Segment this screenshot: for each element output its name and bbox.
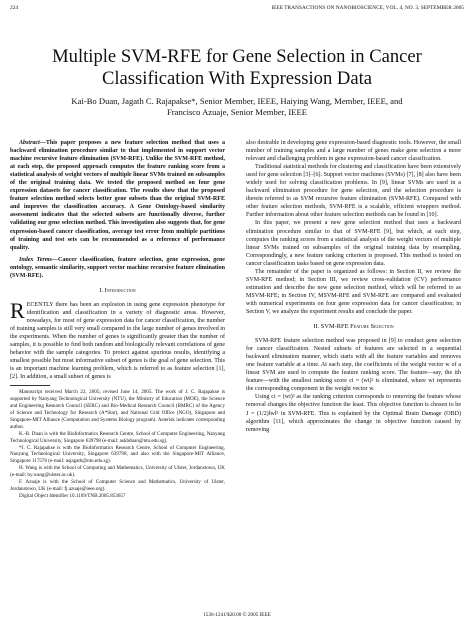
paragraph-3: In this paper, we present a new gene selection method that uses a backward elimination procedure similar to that of SVM-RFE [9], but which, at each step, computes the ranking scores from a statistical analysis of the weight vectors of multiple linear SVMs trained on subsamples of the original training data by resampling. Correspondingly, a new feature ranking criterion is proposed. This method is tested on cancer classification tasks based on gene expression data.	[246, 220, 461, 267]
section-heading-introduction: I. Introduction	[99, 286, 136, 294]
footnote-duan: K.-B. Duan is with the BioInformatics Research Centre, School of Computer Engineering, Nanyang Technological University, Singapore 639798 (e-mail: askbduan@ntu.edu.sg).	[10, 430, 225, 444]
footnote-doi: Digital Object Identifier 10.1109/TNB.2005.853657	[19, 492, 126, 499]
footnote-rule	[10, 385, 50, 386]
section-heading-svm-rfe: II. SVM-RFE Feature Selection	[313, 323, 394, 331]
right-column	[246, 139, 461, 434]
footnote-wang: H. Wang is with the School of Computing and Mathematics, University of Ulster, Jordanstown, UK (e-mail: hy.wang@ulster.ac.uk).	[10, 465, 225, 479]
author-list	[24, 96, 450, 118]
page-number: 224	[10, 5, 19, 11]
journal-header: IEEE TRANSACTIONS ON NANOBIOSCIENCE, VOL. 4, NO. 3, SEPTEMBER 2005	[271, 5, 464, 11]
footnote-manuscript: Manuscript received March 22, 2005; revised June 14, 2005. The work of J. C. Rajapakse is supported by Nanyang Technological University (NTU), the Ministry of Education (MOE), the Science and Engineering Research Council (SERC) and Bio-Medical Research Council (BMRC) of the Agency of Science and Technology for Research (A*Star), and National Grid Office (NGO), Singapore and Singapore-MIT Alliance (Computation and Systems Biology program). Asterisk indicates corresponding author.	[10, 389, 225, 430]
paper-title	[14, 46, 460, 90]
footnote-rajapakse: *J. C. Rajapakse is with the BioInformatics Research Centre, School of Computer Engineering, Nanyang Technological University, Singapore 639798, and also with the Singapore-MIT Alliance, Singapore 117576 (e-mail: asjagath@ntu.edu.sg).	[10, 444, 225, 465]
drop-cap: R	[10, 297, 25, 323]
paragraph-6: Using ci = (wi)² as the ranking criterion corresponds to removing the feature whose removal changes the objective function the least. This objective function is chosen to be J = (1/2)‖w‖² in SVM-RFE. This is explained by the Optimal Brain Damage (OBD) algorithm [11], which approximates the change in objective function caused by removing	[246, 394, 461, 433]
footnote-azuaje: F. Azuaje is with the School of Computer Science and Mathematics, University of Ulster, Jordanstown, UK (e-mail: fj.azuaje@ieee.org).	[10, 479, 225, 492]
abstract	[10, 139, 225, 252]
footnotes	[10, 389, 225, 500]
title-line-1: Multiple SVM-RFE for Gene Selection in Cancer	[52, 46, 422, 67]
title-line-2: Classification With Expression Data	[101, 68, 373, 89]
left-column	[10, 139, 225, 500]
index-terms-label: Index Terms—	[19, 256, 58, 263]
paragraph-2: Traditional statistical methods for clustering and classification have been extensively used for gene selection [3]–[6]. Support vector machines (SVMs) [7], [8] also have been widely used for solving classification problems. In [9], linear SVMs are used in a backward elimination procedure for gene selection, and the selection procedure is therein referred to as SVM recursive feature elimination (SVM-RFE). Compared with other feature selection methods, SVM-RFE is a scalable, efficient wrappers method. Further information about other feature selection methods can be found in [10].	[246, 164, 461, 219]
authors-line-1: Kai-Bo Duan, Jagath C. Rajapakse*, Senior Member, IEEE, Haiying Wang, Member, IEEE, and	[71, 96, 403, 106]
intro-text: ECENTLY there has been an explosion in using gene expression phenotype for identification and classification in a variety of diagnostic areas. However, nowadays, for most of gene expression data for cancer classification, the number of training samples is still very small compared to the large number of genes involved in the experiments. When the number of genes is significantly greater than the number of samples, it is possible to find both random and biologically relevant correlations of gene behavior with the sample categories. To protect against spurious results, identifying a smallest possible but most informative subset of genes is the goal of gene selection. This is an important machine learning problem, which is referred to as feature selection [1], [2]. In addition, a small subset of genes is	[10, 301, 225, 381]
index-terms-text: Cancer classification, feature selection, gene expression, gene ontology, semantic similarity, support vector machine recursive feature elimination (SVM-RFE).	[10, 256, 225, 279]
paragraph-5: SVM-RFE feature selection method was proposed in [9] to conduct gene selection for cancer classification. Nested subsets of features are selected in a sequential backward elimination manner, which starts with all the feature variables and removes one feature variable at a time. At each step, the coefficients of the weight vector w of a linear SVM are used to compute the feature ranking score. The feature—say, the ith feature—with the smallest ranking score ci = (wi)² is eliminated, where wi represents the corresponding component in the weight vector w.	[246, 338, 461, 393]
intro-paragraph	[10, 297, 225, 381]
abstract-label: Abstract—	[19, 140, 46, 146]
paragraph-4: The remainder of the paper is organized as follows: in Section II, we review the SVM-RFE method; in Section III, we review cross-validation (CV) performance estimation and describe the new gene selection method, which will be referred to as MSVM-RFE; in Section IV, MSVM-RFE and SVM-RFE are compared and evaluated with numerical experiments on four gene expression data for cancer classification; in Section V, we analyze the experiment results and conclude the paper.	[246, 268, 461, 315]
index-terms	[10, 256, 225, 280]
running-header	[10, 4, 464, 13]
abstract-text: This paper proposes a new feature selection method that uses a backward elimination procedure similar to that implemented in support vector machine recursive feature elimination (SVM-RFE). Unlike the SVM-RFE method, at each step, the proposed approach computes the feature ranking score from a statistical analysis of weight vectors of multiple linear SVMs trained on subsamples of the original training data. We tested the proposed method on four gene expression datasets for cancer classification. The results show that the proposed feature selection method selects better gene subsets than the original SVM-RFE and improves the classification accuracy. A Gene Ontology-based similarity assessment indicates that the selected subsets are functionally diverse, further validating our gene selection method. This investigation also suggests that, for gene expression-based cancer classification, average test error from multiple partitions of training and test sets can be recommended as a reference of performance quality.	[10, 140, 225, 251]
copyright-footer: 1536-1241/$20.00 © 2005 IEEE	[203, 612, 271, 618]
paragraph-1: also desirable in developing gene expression-based diagnostic tools. However, the small number of training samples and a large number of genes make gene selection a more relevant and challenging problem in gene expression-based cancer classification.	[246, 140, 461, 163]
authors-line-2: Francisco Azuaje, Senior Member, IEEE	[167, 107, 307, 117]
